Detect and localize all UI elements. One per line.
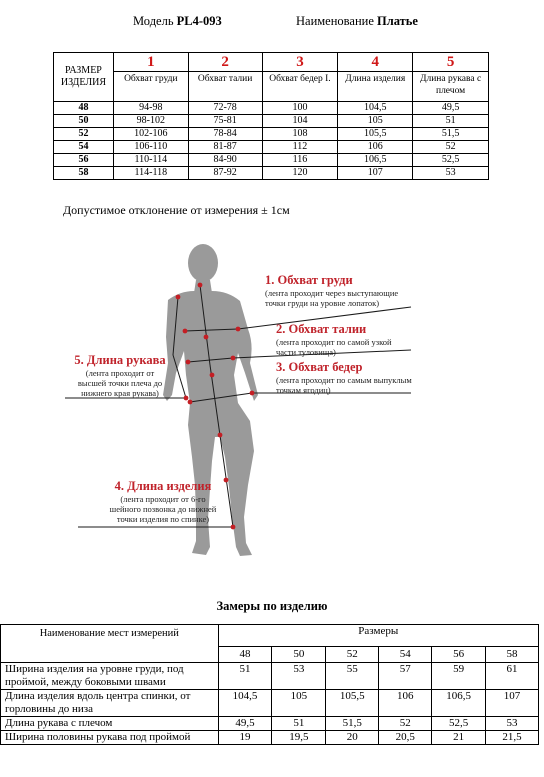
meas-row	[1, 717, 539, 731]
col-number: 1	[113, 53, 188, 72]
size-row-header	[54, 53, 114, 102]
size-row	[54, 154, 489, 167]
meas-row	[1, 663, 539, 690]
col-label: Обхват талии	[188, 72, 262, 102]
measurement-diagram	[40, 225, 500, 570]
size-value-cell: 104	[262, 115, 338, 128]
size-value-cell: 105,5	[338, 128, 413, 141]
meas-value-cell: 105,5	[326, 690, 379, 717]
meas-row-name: Ширина половины рукава под проймой	[1, 731, 219, 745]
measure-1-label	[265, 273, 398, 308]
meas-value-cell: 106	[379, 690, 432, 717]
size-value-cell: 94-98	[113, 102, 188, 115]
measure-2-label	[276, 322, 392, 357]
col-label: Длина изделия	[338, 72, 413, 102]
meas-value-cell: 59	[432, 663, 486, 690]
name-value: Платье	[377, 14, 418, 28]
meas-value-cell: 52,5	[432, 717, 486, 731]
size-value-cell: 81-87	[188, 141, 262, 154]
size-value-cell: 84-90	[188, 154, 262, 167]
meas-row-name: Длина рукава с плечом	[1, 717, 219, 731]
size-cell: 52	[54, 128, 114, 141]
col-label: Обхват груди	[113, 72, 188, 102]
measure-1-title: 1. Обхват груди	[265, 273, 353, 287]
size-value-cell: 116	[262, 154, 338, 167]
size-row	[54, 128, 489, 141]
size-value-cell: 107	[338, 167, 413, 180]
tolerance-note: Допустимое отклонение от измерения ± 1см	[63, 203, 290, 217]
meas-value-cell: 53	[272, 663, 326, 690]
measurements-title: Замеры по изделию	[216, 599, 328, 613]
meas-value-cell: 51	[272, 717, 326, 731]
measure-4-note: (лента проходит от 6-го	[120, 494, 206, 504]
size-value-cell: 75-81	[188, 115, 262, 128]
meas-value-cell: 106,5	[432, 690, 486, 717]
model-label: Модель	[133, 14, 174, 28]
meas-row	[1, 731, 539, 745]
size-value-cell: 52	[413, 141, 489, 154]
meas-value-cell: 57	[379, 663, 432, 690]
size-row	[54, 102, 489, 115]
size-cell: 54	[54, 141, 114, 154]
meas-row-name: Длина изделия вдоль центра спинки, от горловины до низа	[1, 690, 219, 717]
size-value-cell: 120	[262, 167, 338, 180]
size-cell: 56	[54, 154, 114, 167]
meas-value-cell: 51,5	[326, 717, 379, 731]
size-value-cell: 72-78	[188, 102, 262, 115]
size-chart-table	[53, 52, 489, 180]
meas-size-header-cell: 56	[432, 647, 486, 663]
size-row	[54, 115, 489, 128]
meas-value-cell: 20	[326, 731, 379, 745]
meas-value-cell: 20,5	[379, 731, 432, 745]
meas-value-cell: 21	[432, 731, 486, 745]
size-cell: 50	[54, 115, 114, 128]
size-value-cell: 112	[262, 141, 338, 154]
meas-value-cell: 19,5	[272, 731, 326, 745]
size-row	[54, 167, 489, 180]
measure-3-note: (лента проходит по самым выпуклым	[276, 375, 412, 385]
size-value-cell: 87-92	[188, 167, 262, 180]
measure-1-note: (лента проходит через выступающие	[265, 288, 399, 298]
model-heading	[133, 14, 222, 29]
col-number: 4	[338, 53, 413, 72]
measure-5-title: 5. Длина рукава	[74, 353, 166, 367]
measure-5-label	[68, 353, 172, 398]
size-value-cell: 110-114	[113, 154, 188, 167]
name-label: Наименование	[296, 14, 374, 28]
size-row	[54, 141, 489, 154]
meas-value-cell: 105	[272, 690, 326, 717]
size-value-cell: 51	[413, 115, 489, 128]
meas-value-cell: 104,5	[218, 690, 272, 717]
measure-5-note: нижнего края рукава)	[81, 388, 159, 398]
model-value: PL4-093	[176, 14, 222, 28]
size-row-header-text: РАЗМЕР ИЗДЕЛИЯ	[60, 65, 107, 88]
measure-4-note: шейного позвонка до нижней	[109, 504, 217, 514]
size-value-cell: 104,5	[338, 102, 413, 115]
meas-value-cell: 52	[379, 717, 432, 731]
size-value-cell: 98-102	[113, 115, 188, 128]
size-value-cell: 108	[262, 128, 338, 141]
meas-size-header-cell: 52	[326, 647, 379, 663]
meas-value-cell: 51	[218, 663, 272, 690]
meas-size-header-cell: 48	[218, 647, 272, 663]
measure-3-label	[276, 360, 412, 395]
size-value-cell: 51,5	[413, 128, 489, 141]
size-value-cell: 78-84	[188, 128, 262, 141]
size-table-label-row	[54, 72, 489, 102]
measure-5-note: высшей точки плеча до	[77, 378, 163, 388]
meas-value-cell: 19	[218, 731, 272, 745]
measure-3-note: точкам ягодиц)	[276, 385, 331, 395]
size-value-cell: 49,5	[413, 102, 489, 115]
size-value-cell: 106,5	[338, 154, 413, 167]
measure-2-title: 2. Обхват талии	[276, 322, 367, 336]
meas-header-row	[1, 625, 539, 647]
meas-row	[1, 690, 539, 717]
size-value-cell: 52,5	[413, 154, 489, 167]
size-value-cell: 114-118	[113, 167, 188, 180]
col-number: 5	[413, 53, 489, 72]
meas-value-cell: 21,5	[486, 731, 539, 745]
meas-size-header-cell: 50	[272, 647, 326, 663]
product-name-heading	[296, 14, 418, 29]
measure-4-title: 4. Длина изделия	[114, 479, 212, 493]
meas-value-cell: 53	[486, 717, 539, 731]
measure-1-note: точки груди на уровне лопаток)	[265, 298, 380, 308]
garment-measurements-table	[0, 624, 539, 745]
meas-size-header-cell: 58	[486, 647, 539, 663]
measure-5-note: (лента проходит от	[85, 368, 155, 378]
meas-value-cell: 55	[326, 663, 379, 690]
col-number: 2	[188, 53, 262, 72]
meas-value-cell: 107	[486, 690, 539, 717]
size-value-cell: 100	[262, 102, 338, 115]
size-value-cell: 53	[413, 167, 489, 180]
meas-row-name: Ширина изделия на уровне груди, под проймой, между боковыми швами	[1, 663, 219, 690]
measure-3-title: 3. Обхват бедер	[276, 360, 363, 374]
size-cell: 48	[54, 102, 114, 115]
measure-2-note: части туловища)	[276, 347, 336, 357]
meas-value-cell: 49,5	[218, 717, 272, 731]
size-table-number-row	[54, 53, 489, 72]
measure-4-note: точки изделия по спинке)	[116, 514, 210, 524]
measure-4-label	[102, 479, 224, 524]
size-value-cell: 105	[338, 115, 413, 128]
meas-value-cell: 61	[486, 663, 539, 690]
col-label: Длина рукава с плечом	[413, 72, 489, 102]
size-value-cell: 106	[338, 141, 413, 154]
size-value-cell: 106-110	[113, 141, 188, 154]
measure-2-note: (лента проходит по самой узкой	[276, 337, 392, 347]
meas-sizes-header: Размеры	[218, 625, 538, 647]
meas-size-header-cell: 54	[379, 647, 432, 663]
size-value-cell: 102-106	[113, 128, 188, 141]
col-number: 3	[262, 53, 338, 72]
size-cell: 58	[54, 167, 114, 180]
col-label: Обхват бедер I.	[262, 72, 338, 102]
meas-name-header: Наименование мест измерений	[1, 625, 219, 663]
